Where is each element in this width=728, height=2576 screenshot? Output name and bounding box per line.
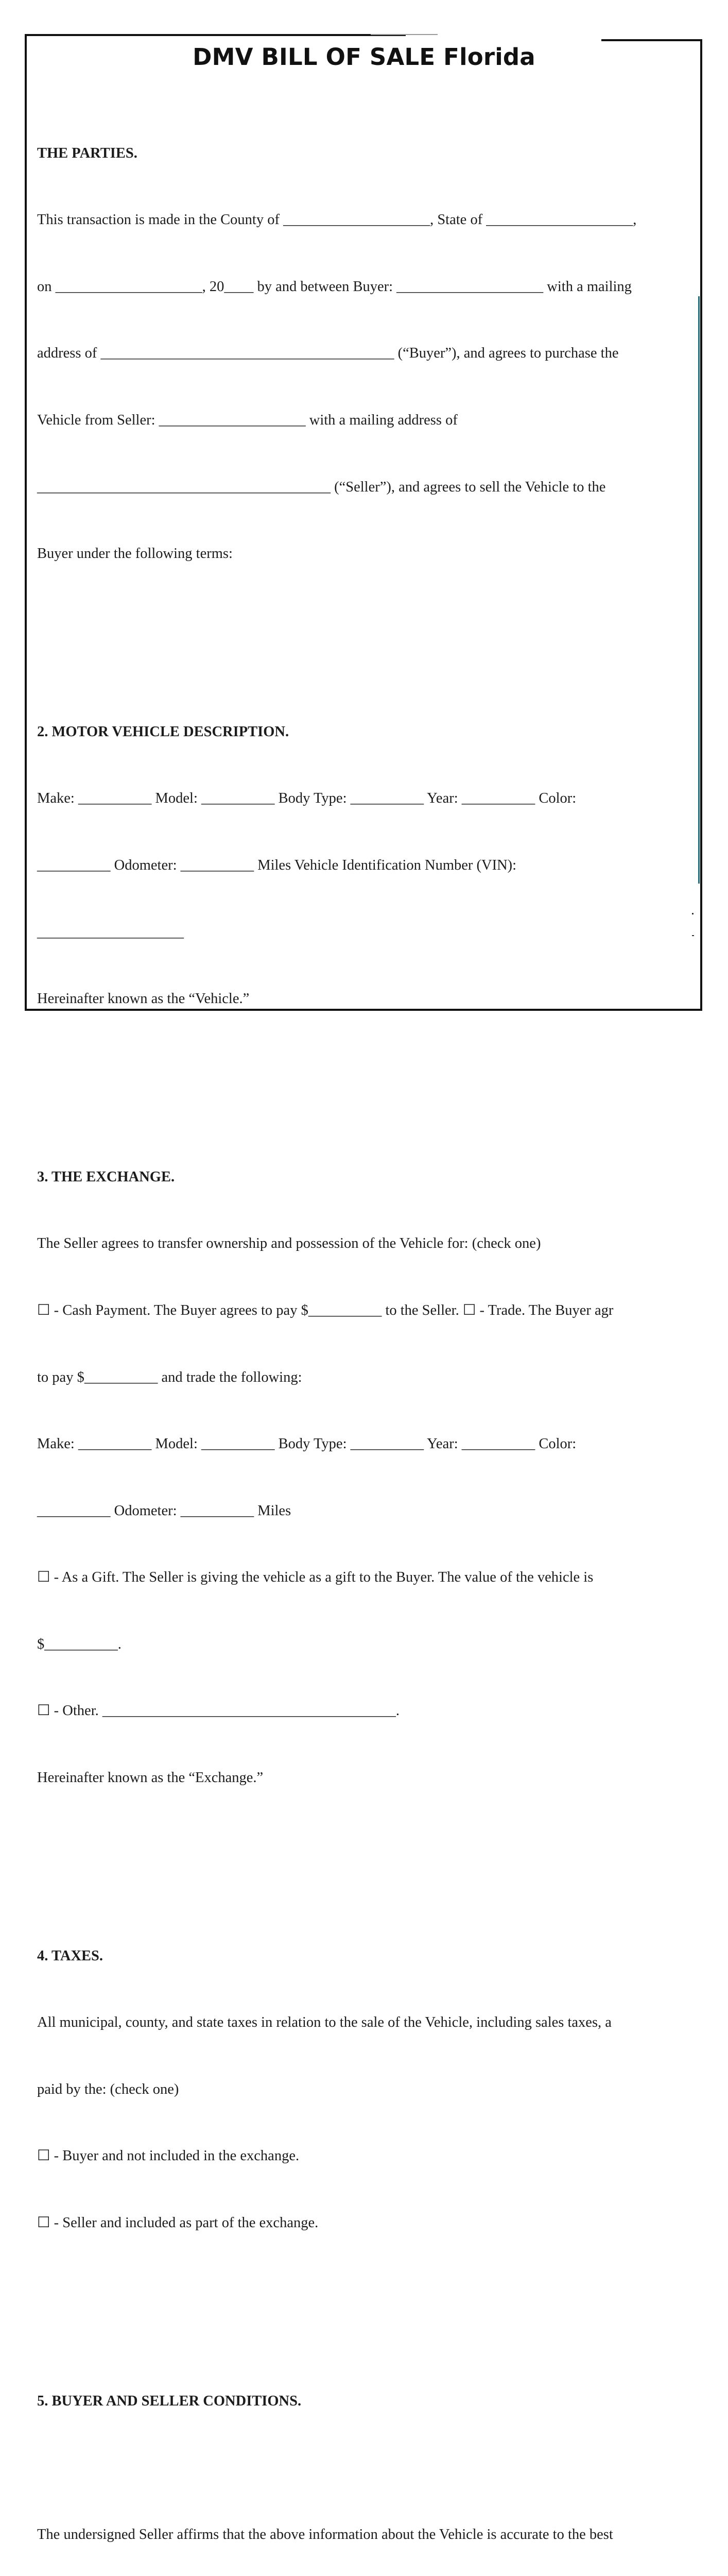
exchange-line: ☐ - Other. ________________________________________. [37, 1703, 400, 1719]
exchange-line: Hereinafter known as the “Exchange.” [37, 1770, 264, 1786]
section-heading-parties: THE PARTIES. [37, 145, 137, 161]
section-spacer [37, 2279, 701, 2301]
frame-border-left [25, 34, 27, 1011]
document-body [37, 75, 701, 2576]
section-heading-taxes: 4. TAXES. [37, 1947, 103, 1964]
parties-line: ________________________________________ (“Seller”), and agrees to sell the Vehicle to the [37, 479, 606, 495]
parties-line: This transaction is made in the County of ____________________, State of ____________________, [37, 212, 637, 228]
parties-line: on ____________________, 20____ by and between Buyer: ____________________ with a mailing [37, 278, 632, 295]
section-heading-exchange: 3. THE EXCHANGE. [37, 1168, 175, 1185]
exchange-line: ☐ - Cash Payment. The Buyer agrees to pay $__________ to the Seller. ☐ - Trade. The Buyer agr [37, 1302, 614, 1318]
vehicle-description-line: Make: __________ Model: __________ Body Type: __________ Year: __________ Color: [37, 790, 577, 807]
document-title: DMV BILL OF SALE Florida [193, 43, 535, 71]
taxes-line: ☐ - Seller and included as part of the exchange. [37, 2215, 319, 2231]
parties-line: address of ________________________________________ (“Buyer”), and agrees to purchase the [37, 345, 619, 362]
vehicle-description-line: Hereinafter known as the “Vehicle.” [37, 991, 250, 1007]
section-heading-conditions: 5. BUYER AND SELLER CONDITIONS. [37, 2393, 302, 2409]
section-spacer [37, 1834, 701, 1856]
exchange-line: $__________. [37, 1636, 122, 1652]
parties-line: Buyer under the following terms: [37, 546, 233, 562]
exchange-line: The Seller agrees to transfer ownership and possession of the Vehicle for: (check one) [37, 1235, 541, 1252]
taxes-line: All municipal, county, and state taxes in relation to the sale of the Vehicle, including sales taxes, a [37, 2014, 612, 2031]
frame-border-top [25, 34, 406, 36]
taxes-line: paid by the: (check one) [37, 2081, 179, 2097]
section-heading-vehicle-description: 2. MOTOR VEHICLE DESCRIPTION. [37, 723, 289, 740]
exchange-line: ☐ - As a Gift. The Seller is giving the vehicle as a gift to the Buyer. The value of the vehicle is [37, 1569, 594, 1586]
section-spacer [37, 609, 701, 632]
exchange-line: Make: __________ Model: __________ Body Type: __________ Year: __________ Color: [37, 1436, 577, 1452]
conditions-line [37, 2456, 701, 2479]
vehicle-description-line: __________ Odometer: __________ Miles Vehicle Identification Number (VIN): [37, 857, 517, 873]
parties-line: Vehicle from Seller: ____________________ with a mailing address of [37, 412, 458, 428]
section-spacer [37, 1055, 701, 1077]
vehicle-description-line: ____________________ [37, 924, 184, 940]
conditions-line: The undersigned Seller affirms that the above information about the Vehicle is accurate to the best [37, 2526, 613, 2543]
frame-border-top-faint [371, 34, 438, 35]
exchange-line: __________ Odometer: __________ Miles [37, 1502, 291, 1519]
frame-border-top-right [601, 39, 702, 41]
taxes-line: ☐ - Buyer and not included in the exchange. [37, 2148, 300, 2164]
exchange-line: to pay $__________ and trade the following: [37, 1369, 302, 1385]
